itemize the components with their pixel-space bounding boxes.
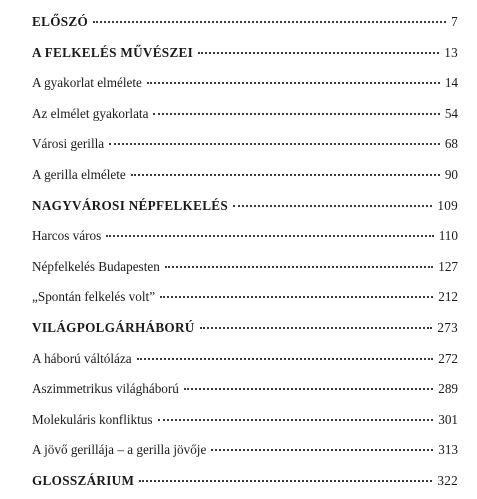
dot-leader xyxy=(165,258,433,268)
toc-entry xyxy=(32,287,458,307)
dot-leader xyxy=(233,197,432,207)
toc-entry-title: Városi gerilla xyxy=(32,136,105,152)
toc-entry-page: 7 xyxy=(451,14,458,29)
toc-entry-page: 272 xyxy=(438,350,458,366)
toc-entry xyxy=(32,73,458,93)
toc-entry-title: Az elmélet gyakorlata xyxy=(32,105,149,121)
toc-entry-title: A háború váltóláza xyxy=(32,350,132,366)
toc-entry xyxy=(32,134,458,154)
dot-leader xyxy=(131,166,440,176)
toc-entry-page: 212 xyxy=(438,289,458,305)
toc-entry-title: A gerilla elmélete xyxy=(32,167,126,182)
toc-entry-title: Népfelkelés Budapesten xyxy=(32,258,160,274)
toc-entry-page: 313 xyxy=(438,442,458,458)
toc-entry-title: Molekuláris konfliktus xyxy=(32,411,153,427)
toc-entry xyxy=(32,226,458,246)
toc-entry xyxy=(32,43,458,63)
toc-entry-page: 90 xyxy=(444,167,458,182)
toc-entry-title: Aszimmetrikus világháború xyxy=(32,381,179,397)
dot-leader xyxy=(211,441,433,451)
toc-entry-page: 127 xyxy=(438,258,458,274)
toc-entry-title: GLOSSZÁRIUM xyxy=(32,473,135,488)
toc-entry-title: „Spontán felkelés volt” xyxy=(32,289,156,305)
dot-leader xyxy=(160,288,433,298)
toc-entry-page: 322 xyxy=(437,473,458,488)
toc-entry xyxy=(32,104,458,124)
toc-entry-title: NAGYVÁROSI NÉPFELKELÉS xyxy=(32,197,229,213)
toc-entry xyxy=(32,165,458,185)
toc-entry-title: A FELKELÉS MŰVÉSZEI xyxy=(32,44,194,60)
dot-leader xyxy=(158,411,434,421)
toc-entry-page: 13 xyxy=(444,44,458,60)
toc-entry-title: A gyakorlat elmélete xyxy=(32,75,142,91)
toc-entry xyxy=(32,471,458,491)
toc-entry xyxy=(32,196,458,216)
toc-entry xyxy=(32,440,458,460)
toc-entry-title: A jövő gerillája – a gerilla jövője xyxy=(32,442,207,458)
dot-leader xyxy=(139,472,432,482)
dot-leader xyxy=(200,319,433,329)
toc-entry xyxy=(32,12,458,32)
toc-entry-title: ELŐSZÓ xyxy=(32,14,89,29)
dot-leader xyxy=(106,227,433,237)
dot-leader xyxy=(147,74,440,84)
dot-leader xyxy=(198,44,439,54)
toc-entry-page: 301 xyxy=(438,411,458,427)
toc-entry-title: VILÁGPOLGÁRHÁBORÚ xyxy=(32,320,195,335)
toc-entry-page: 68 xyxy=(444,136,458,152)
toc-entry-title: Harcos város xyxy=(32,228,102,244)
toc-entry-page: 273 xyxy=(437,320,458,335)
toc-entry-page: 109 xyxy=(437,197,458,213)
dot-leader xyxy=(109,135,440,145)
toc-entry-page: 289 xyxy=(438,381,458,397)
toc-entry-page: 110 xyxy=(438,228,458,244)
toc-entry xyxy=(32,257,458,277)
toc-entry xyxy=(32,410,458,430)
toc-entry xyxy=(32,379,458,399)
dot-leader xyxy=(93,13,446,23)
toc-entry-page: 14 xyxy=(444,75,458,91)
toc-entry-page: 54 xyxy=(444,105,458,121)
dot-leader xyxy=(153,105,439,115)
dot-leader xyxy=(137,350,434,360)
toc-entry xyxy=(32,349,458,369)
toc-entry xyxy=(32,318,458,338)
dot-leader xyxy=(184,380,433,390)
